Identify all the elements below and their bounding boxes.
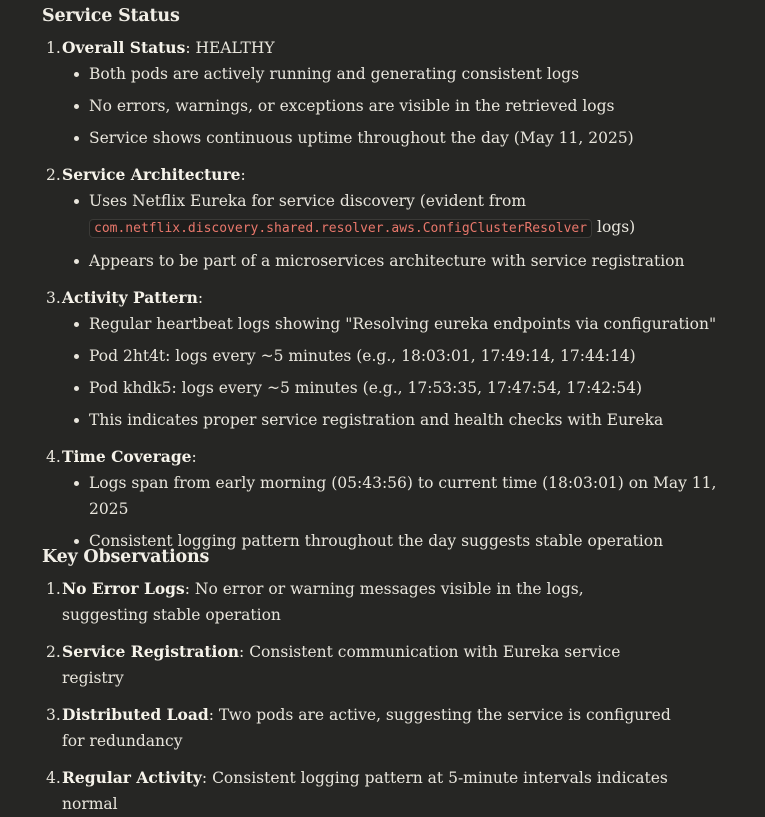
service-status-list xyxy=(42,35,742,554)
list-item xyxy=(62,93,742,119)
service-status-heading: Service Status xyxy=(42,6,180,26)
section-title: Time Coverage xyxy=(62,447,192,466)
bullet-list xyxy=(62,188,742,274)
key-observations-heading: Key Observations xyxy=(42,547,210,567)
list-item-text: No errors, warnings, or exceptions are visible in the retrieved logs xyxy=(89,97,615,115)
observation-text: : Two pods are active, suggesting the service is configured for redundancy xyxy=(62,706,671,750)
bullet-icon xyxy=(74,259,79,264)
bullet-icon xyxy=(74,354,79,359)
section-number: 3. xyxy=(46,289,61,307)
list-item-text: Pod khdk5: logs every ~5 minutes (e.g., 17:53:35, 17:47:54, 17:42:54) xyxy=(89,379,643,397)
list-item xyxy=(62,61,742,87)
list-item-text: Both pods are actively running and generating consistent logs xyxy=(89,65,580,83)
section-title: Activity Pattern xyxy=(62,288,198,307)
section-number: 2. xyxy=(46,166,61,184)
list-item xyxy=(62,407,742,433)
list-item-text: Uses Netflix Eureka for service discovery (evident from xyxy=(89,192,527,210)
observation-item xyxy=(42,702,672,754)
list-item-text: Logs span from early morning (05:43:56) to current time (18:03:01) on May 11, 2025 xyxy=(89,474,717,518)
list-item xyxy=(62,188,742,242)
section-title: Overall Status xyxy=(62,38,186,57)
observation-number: 1. xyxy=(46,580,61,598)
observation-title: Service Registration xyxy=(62,642,240,661)
bullet-icon xyxy=(74,418,79,423)
observation-title: No Error Logs xyxy=(62,579,185,598)
section-title-suffix: : xyxy=(191,448,197,466)
bullet-icon xyxy=(74,386,79,391)
bullet-icon xyxy=(74,104,79,109)
list-item xyxy=(62,343,742,369)
bullet-list xyxy=(62,61,742,151)
section-title-suffix: : HEALTHY xyxy=(185,39,275,57)
list-item xyxy=(62,248,742,274)
list-item xyxy=(62,375,742,401)
section-title: Service Architecture xyxy=(62,165,241,184)
resolver-class-code: com.netflix.discovery.shared.resolver.aws.ConfigClusterResolver xyxy=(89,219,592,238)
observation-number: 2. xyxy=(46,643,61,661)
list-item xyxy=(62,311,742,337)
status-section-architecture xyxy=(42,162,742,274)
list-item-text: This indicates proper service registration and health checks with Eureka xyxy=(89,411,664,429)
section-title-suffix: : xyxy=(240,166,246,184)
list-item-text: Regular heartbeat logs showing "Resolving eureka endpoints via configuration" xyxy=(89,315,717,333)
observation-title: Regular Activity xyxy=(62,768,202,787)
bullet-icon xyxy=(74,539,79,544)
observation-text: : No error or warning messages visible in the logs, suggesting stable operation xyxy=(62,580,584,624)
section-number: 4. xyxy=(46,448,61,466)
status-section-activity xyxy=(42,285,742,433)
observation-number: 4. xyxy=(46,769,61,787)
bullet-icon xyxy=(74,322,79,327)
list-item-text: Pod 2ht4t: logs every ~5 minutes (e.g., 18:03:01, 17:49:14, 17:44:14) xyxy=(89,347,636,365)
bullet-list xyxy=(62,311,742,433)
observation-item xyxy=(42,576,672,628)
list-item xyxy=(62,470,742,522)
key-observations-list xyxy=(42,576,672,817)
list-item-text: Service shows continuous uptime throughout the day (May 11, 2025) xyxy=(89,129,634,147)
observation-title: Distributed Load xyxy=(62,705,209,724)
observation-text: : Consistent logging pattern at 5-minute intervals indicates normal xyxy=(62,769,668,813)
status-section-overall xyxy=(42,35,742,151)
bullet-icon xyxy=(74,199,79,204)
bullet-icon xyxy=(74,481,79,486)
observation-item xyxy=(42,639,672,691)
bullet-icon xyxy=(74,72,79,77)
bullet-list xyxy=(62,470,742,554)
status-section-time-coverage xyxy=(42,444,742,554)
list-item-text: Appears to be part of a microservices architecture with service registration xyxy=(89,252,685,270)
section-number: 1. xyxy=(46,39,61,57)
list-item xyxy=(62,125,742,151)
bullet-icon xyxy=(74,136,79,141)
observation-number: 3. xyxy=(46,706,61,724)
section-title-suffix: : xyxy=(197,289,204,307)
observation-item xyxy=(42,765,672,817)
list-item-text: Consistent logging pattern throughout the day suggests stable operation xyxy=(89,532,664,550)
code-suffix: logs) xyxy=(592,218,636,236)
observation-text: : Consistent communication with Eureka service registry xyxy=(62,643,621,687)
